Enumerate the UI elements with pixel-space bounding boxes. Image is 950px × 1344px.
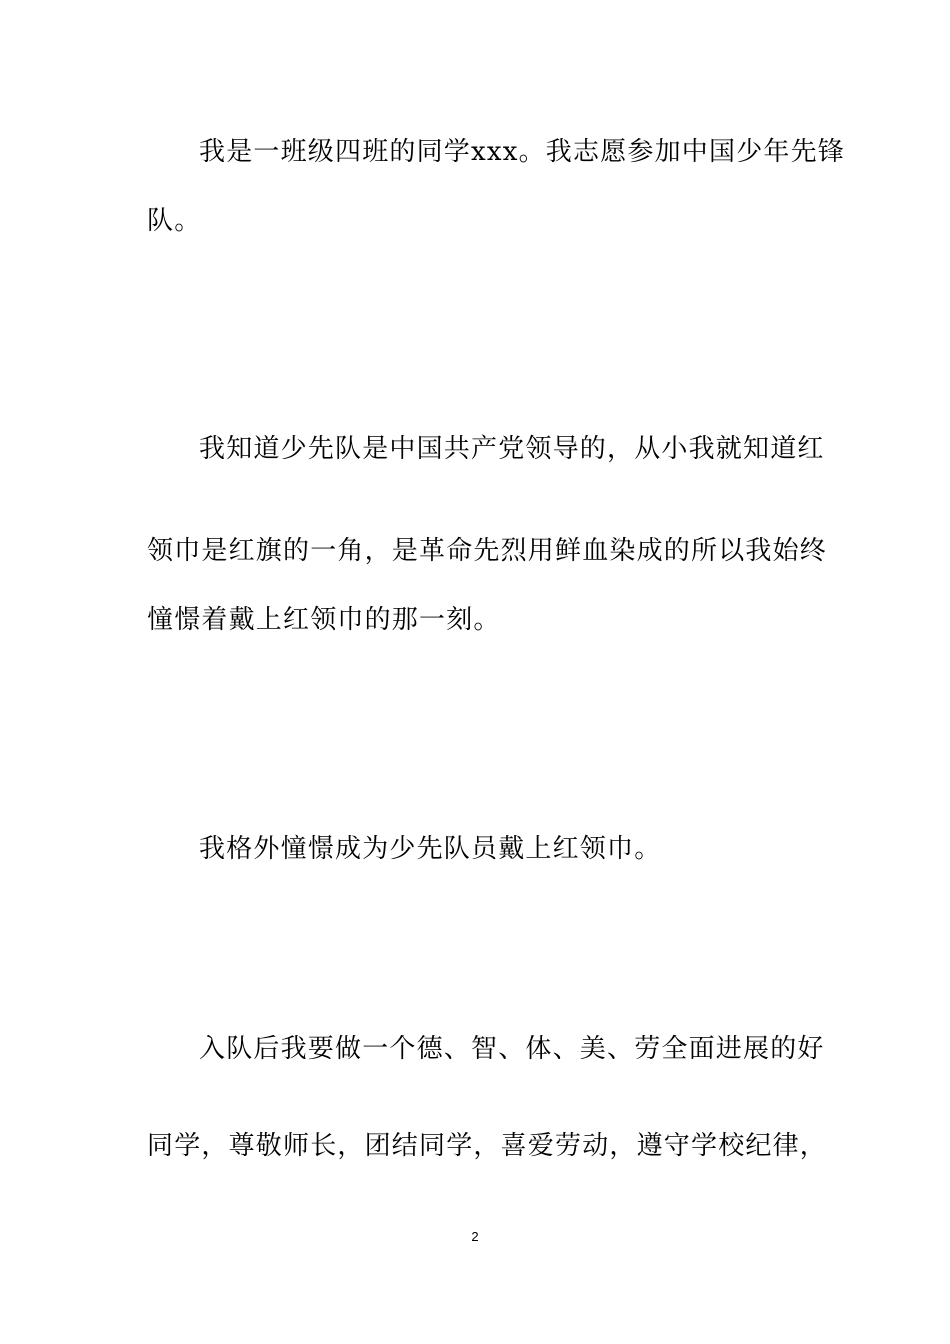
paragraph-line: 领巾是红旗的一角，是革命先烈用鲜血染成的所以我始终 — [147, 536, 828, 566]
paragraph-line: 同学，尊敬师长，团结同学，喜爱劳动，遵守学校纪律， — [147, 1131, 828, 1161]
page-number: 2 — [471, 1229, 479, 1244]
paragraph-line: 我是一班级四班的同学xxx。我志愿参加中国少年先锋 — [199, 137, 845, 167]
paragraph-line: 我格外憧憬成为少先队员戴上红领巾。 — [199, 834, 662, 864]
paragraph-line: 憧憬着戴上红领巾的那一刻。 — [147, 605, 501, 635]
paragraph-line: 我知道少先队是中国共产党领导的，从小我就知道红 — [199, 434, 825, 464]
paragraph-line: 入队后我要做一个德、智、体、美、劳全面进展的好 — [199, 1034, 825, 1064]
paragraph-line: 队。 — [147, 206, 202, 236]
